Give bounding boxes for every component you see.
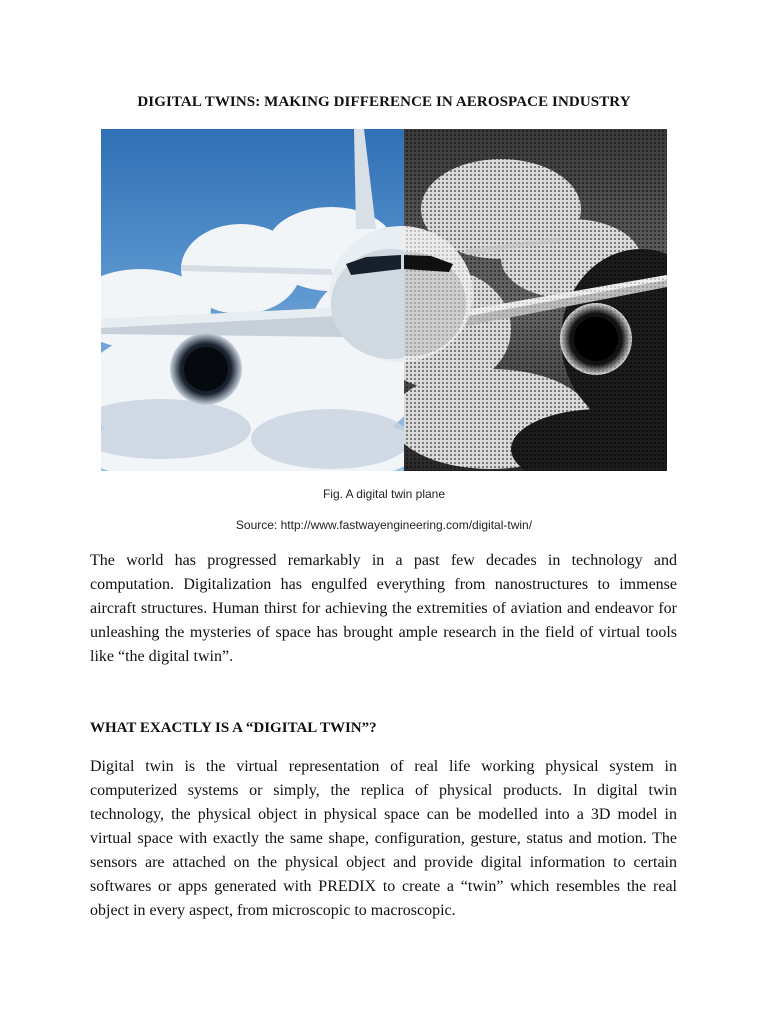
figure-caption: Fig. A digital twin plane: [322, 487, 446, 501]
section-heading: WHAT EXACTLY IS A “DIGITAL TWIN”?: [90, 720, 377, 736]
document-title: DIGITAL TWINS: MAKING DIFFERENCE IN AEROSPACE INDUSTRY: [137, 94, 631, 110]
intro-paragraph: The world has progressed remarkably in a past few decades in technology and computation. Digitalization has engulfed everything from nanostructures to immense aircraft structures. Human thirst for achieving the extremities of aviation and endeavor for unleashing the mysteries of space has brought ample research in the field of virtual tools like “the digital twin”.: [90, 552, 677, 665]
digital-twin-plane-figure: [101, 129, 667, 471]
section-paragraph: Digital twin is the virtual representation of real life working physical system in computerized systems or simply, the replica of physical products. In digital twin technology, the physical object in physical space can be modelled into a 3D model in virtual space with exactly the same shape, configuration, gesture, status and motion. The sensors are attached on the physical object and provide digital information to certain softwares or apps generated with PREDIX to create a “twin” which resembles the real object in every aspect, from microscopic to macroscopic.: [90, 758, 677, 919]
figure-source: Source: http://www.fastwayengineering.com/digital-twin/: [235, 518, 533, 532]
